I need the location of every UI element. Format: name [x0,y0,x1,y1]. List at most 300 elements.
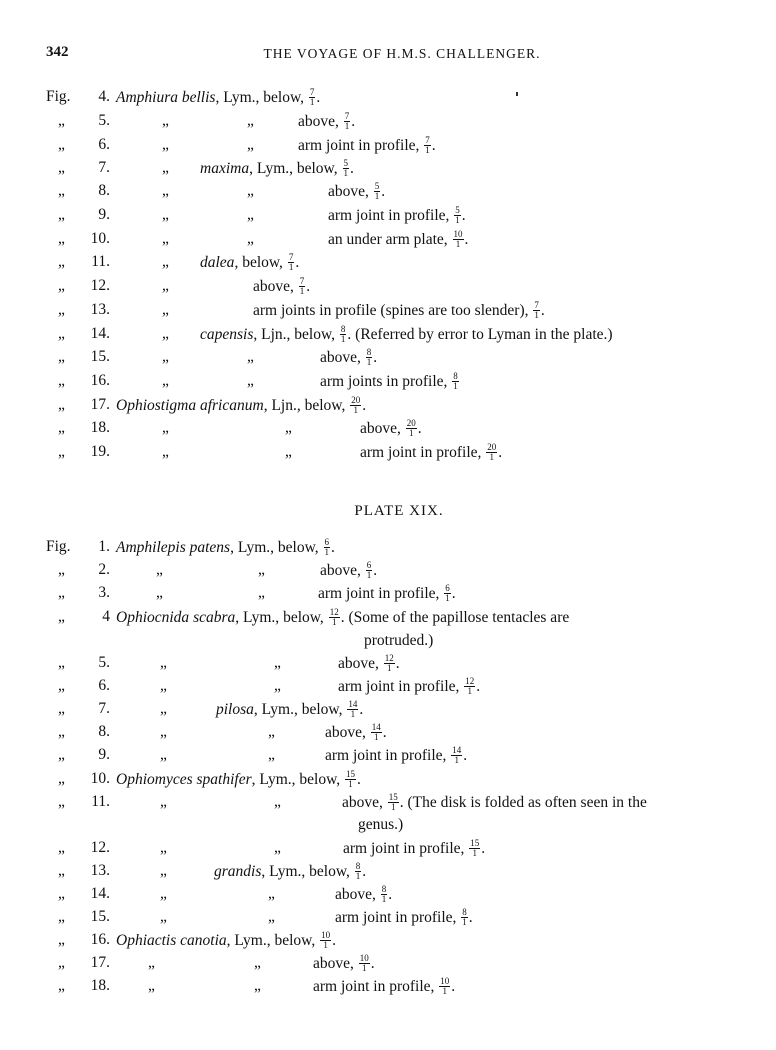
species-name: spathifer [192,771,252,788]
magnification-denominator: 1 [453,381,458,391]
magnification-numerator: 7 [299,276,305,286]
magnification-numerator: 14 [348,699,358,709]
figure-entry [0,277,776,299]
description-end: . [362,397,367,414]
figure-entry [0,677,776,699]
ditto-mark: „ [160,700,167,717]
figure-description [320,561,377,580]
magnification-denominator: 1 [343,168,348,178]
magnification-fraction [288,253,295,272]
figure-entry [0,954,776,976]
magnification-fraction [299,277,306,296]
ditto-mark: „ [58,325,65,342]
ditto-mark: „ [285,419,292,436]
genus-name: Ophiocnida [116,609,190,626]
authority: , [234,254,243,271]
magnification-numerator: 20 [487,442,497,452]
magnification-fraction [340,325,347,344]
figure-number: 15. [90,908,110,925]
magnification-fraction [424,136,431,155]
magnification-numerator: 20 [406,418,416,428]
magnification-fraction [329,608,340,627]
magnification-denominator: 1 [348,779,353,789]
magnification-fraction [454,206,461,225]
ditto-mark: „ [58,136,65,153]
species-name: capensis [200,326,254,343]
ditto-mark: „ [162,112,169,129]
ditto-mark: „ [58,396,65,413]
ditto-mark: „ [58,608,65,625]
ditto-mark: „ [268,908,275,925]
ditto-mark: „ [58,862,65,879]
ditto-mark: „ [160,793,167,810]
plate-xix-title: PLATE XIX. [354,503,444,519]
species-name: canotia [176,932,227,949]
magnification-numerator: 5 [343,158,348,168]
description-text: above, [360,420,405,437]
figure-number: 5. [98,654,110,671]
ditto-mark: „ [58,700,65,717]
genus-name: Ophiomyces [116,771,193,788]
species-name: bellis [178,89,216,106]
figure-description [116,770,361,789]
ditto-mark: „ [160,723,167,740]
figure-entry [0,584,776,606]
magnification-numerator: 20 [351,395,361,405]
figure-description [360,443,502,462]
authority: , Lym., [251,771,300,788]
figure-entry [0,372,776,394]
ditto-mark: „ [254,977,261,994]
fig-label: Fig. [46,538,71,555]
figure-description [116,88,320,107]
magnification-fraction [343,159,350,178]
figure-number: 19. [90,443,110,460]
ditto-mark: „ [58,654,65,671]
figure-description [320,372,460,391]
figure-description [298,136,436,155]
ditto-mark: „ [148,954,155,971]
description-end: . [451,978,456,995]
description-end: . [464,231,469,248]
figure-number: 4. [98,88,110,105]
figure-description [116,396,366,415]
ditto-mark: „ [162,159,169,176]
species-name: africanum [196,397,264,414]
figure-description [343,839,485,858]
magnification-numerator: 12 [384,653,394,663]
magnification-denominator: 1 [323,940,328,950]
description-text: above, [298,113,343,130]
description-text: arm joints in profile, [320,373,452,390]
figure-entry [0,977,776,999]
species-name: maxima [200,160,250,177]
magnification-denominator: 1 [455,215,460,225]
magnification-fraction [309,88,316,107]
ditto-mark: „ [247,372,254,389]
description-text: above, [342,794,387,811]
description-text: arm joint in profile, [335,909,461,926]
magnification-numerator: 8 [453,371,458,381]
description-end: . [382,724,387,741]
figure-description [253,301,545,320]
figure-description [338,654,400,673]
magnification-numerator: 8 [462,907,467,917]
figure-entry [0,908,776,930]
ditto-mark: „ [274,677,281,694]
magnification-fraction [366,348,373,367]
ditto-mark: „ [58,277,65,294]
figure-number: 1. [98,538,110,555]
magnification-numerator: 15 [346,769,356,779]
magnification-fraction [444,584,451,603]
ditto-mark: „ [156,561,163,578]
ditto-mark: „ [58,677,65,694]
figure-entry [0,136,776,158]
figure-entry [0,746,776,768]
figure-number: 18. [90,419,110,436]
magnification-numerator: 7 [534,300,539,310]
magnification-numerator: 7 [288,252,294,262]
figure-description [313,977,455,996]
figure-entry [0,230,776,252]
ditto-mark: „ [162,443,169,460]
magnification-numerator: 12 [465,676,475,686]
description-text: above, [335,886,380,903]
figure-description [200,159,354,178]
figure-description [200,325,613,344]
ditto-mark: „ [156,584,163,601]
ditto-mark: „ [247,136,254,153]
description-text: arm joint in profile, [298,137,424,154]
magnification-denominator: 1 [362,963,367,973]
magnification-numerator: 8 [355,861,361,871]
figure-number: 12. [90,277,110,294]
figure-number: 18. [90,977,110,994]
continuation-text: protruded.) [364,632,434,649]
description-text: below, [283,609,328,626]
magnification-numerator: 14 [452,745,462,755]
ditto-mark: „ [58,746,65,763]
ditto-mark: „ [162,372,169,389]
figure-description [328,206,466,225]
ditto-mark: „ [160,839,167,856]
description-end: . [468,909,473,926]
genus-name: Amphilepis [116,539,186,556]
ditto-mark: „ [58,372,65,389]
figure-number: 8. [98,723,110,740]
authority: , Ljn., [263,397,305,414]
figure-description [298,112,355,131]
figure-number: 7. [98,159,110,176]
authority: , Lym., [230,539,278,556]
ditto-mark: „ [247,230,254,247]
ditto-mark: „ [58,112,65,129]
magnification-denominator: 1 [340,334,346,344]
figure-number: 16. [90,372,110,389]
ditto-mark: „ [58,443,65,460]
authority: , Lym., [235,609,284,626]
description-text: below, [274,932,320,949]
figure-number: 16. [90,931,110,948]
description-end: . [373,562,378,579]
description-text: arm joint in profile, [328,207,454,224]
figure-number: 17. [90,396,110,413]
description-end: . [540,302,545,319]
description-text: arm joint in profile, [338,678,464,695]
figure-entry [0,793,776,815]
figure-number: 3. [98,584,110,601]
ditto-mark: „ [160,746,167,763]
magnification-denominator: 1 [366,357,372,367]
ditto-mark: „ [160,677,167,694]
ditto-mark: „ [58,253,65,270]
figure-number: 9. [98,206,110,223]
magnification-fraction [388,793,399,812]
magnification-fraction [355,862,362,881]
figure-number: 13. [90,862,110,879]
description-text: an under arm plate, [328,231,452,248]
description-text: above, [325,724,370,741]
figure-number: 6. [98,677,110,694]
magnification-numerator: 7 [309,87,315,97]
magnification-numerator: 7 [425,135,430,145]
description-text: arm joint in profile, [318,585,444,602]
description-end: . [381,183,386,200]
magnification-denominator: 1 [454,755,460,765]
figure-number: 11. [91,253,110,270]
figure-description [116,931,336,950]
ditto-mark: „ [58,885,65,902]
magnification-numerator: 14 [371,722,381,732]
description-text: below, [294,326,339,343]
magnification-denominator: 1 [391,802,396,812]
magnification-denominator: 1 [309,97,315,107]
ditto-mark: „ [58,954,65,971]
description-end: . [498,444,503,461]
species-name: grandis [214,863,262,880]
ditto-mark: „ [162,136,169,153]
ditto-mark: „ [160,862,167,879]
description-text: below, [309,863,354,880]
magnification-fraction [453,230,464,249]
species-name: pilosa [216,701,254,718]
ditto-mark: „ [58,931,65,948]
ditto-mark: „ [58,561,65,578]
ditto-mark: „ [58,301,65,318]
figure-description [335,885,392,904]
figure-entry [0,159,776,181]
magnification-numerator: 6 [366,560,372,570]
figure-entry [0,885,776,907]
description-end: . [316,89,321,106]
figure-entry [0,443,776,465]
magnification-fraction [464,677,475,696]
magnification-numerator: 12 [329,607,339,617]
figure-description [214,862,366,881]
figure-entry [0,931,776,953]
magnification-numerator: 7 [344,111,350,121]
figure-number: 6. [98,136,110,153]
magnification-numerator: 15 [470,838,480,848]
ditto-mark: „ [58,419,65,436]
magnification-denominator: 1 [350,709,356,719]
magnification-fraction [439,977,450,996]
figure-description [325,723,387,742]
figure-description [216,700,363,719]
description-text: below, [299,771,345,788]
magnification-numerator: 15 [388,792,398,802]
figure-number: 14. [90,325,110,342]
description-end: . [370,955,375,972]
magnification-denominator: 1 [455,239,461,249]
fig-label: Fig. [46,88,71,105]
magnification-fraction [469,839,480,858]
description-text: below, [301,701,347,718]
ditto-mark: „ [58,793,65,810]
magnification-denominator: 1 [366,570,372,580]
magnification-denominator: 1 [288,262,294,272]
continuation-text: genus.) [358,816,404,833]
magnification-denominator: 1 [299,286,305,296]
description-end: . [373,349,378,366]
magnification-denominator: 1 [445,593,450,603]
figure-entry [0,723,776,745]
ditto-mark: „ [162,182,169,199]
magnification-numerator: 6 [445,583,450,593]
genus-name: Ophiactis [116,932,177,949]
figure-description [313,954,375,973]
authority: , Ljn., [253,326,295,343]
ditto-mark: „ [247,182,254,199]
ditto-mark: „ [160,654,167,671]
magnification-fraction [347,700,358,719]
magnification-denominator: 1 [442,986,448,996]
description-end: . [357,771,361,788]
magnification-numerator: 6 [324,537,330,547]
ditto-mark: „ [162,230,169,247]
ditto-mark: „ [58,159,65,176]
description-text: arm joint in profile, [360,444,486,461]
magnification-denominator: 1 [344,121,350,131]
figure-description [342,793,647,812]
magnification-fraction [451,746,462,765]
magnification-fraction [381,885,388,904]
magnification-fraction [324,538,331,557]
ditto-mark: „ [162,253,169,270]
figure-description [328,182,385,201]
figure-entry [0,253,776,275]
description-end: . [395,655,400,672]
figure-entry [0,348,776,370]
ditto-mark: „ [58,230,65,247]
figure-description [200,253,299,272]
magnification-numerator: 5 [374,181,380,191]
magnification-numerator: 10 [321,930,331,940]
magnification-fraction [359,954,370,973]
ditto-mark: „ [254,954,261,971]
description-text: below, [296,160,342,177]
figure-number: 11. [91,793,110,810]
figure-entry [0,182,776,204]
ditto-mark: „ [58,348,65,365]
magnification-denominator: 1 [489,452,495,462]
authority: , Lym., [249,160,297,177]
description-text: above, [313,955,358,972]
magnification-fraction [350,396,361,415]
description-text: above, [338,655,383,672]
figure-entry [0,700,776,722]
ditto-mark: „ [274,839,281,856]
figure-description [328,230,468,249]
ditto-mark: „ [162,419,169,436]
description-end: . [350,160,354,177]
description-end: . [388,886,393,903]
ditto-mark: „ [58,182,65,199]
magnification-numerator: 10 [359,953,369,963]
magnification-fraction [533,301,540,320]
description-end: . [481,840,486,857]
magnification-fraction [461,908,468,927]
magnification-denominator: 1 [374,732,379,742]
magnification-denominator: 1 [409,428,414,438]
magnification-numerator: 8 [381,884,387,894]
magnification-fraction [452,372,459,391]
ditto-mark: „ [58,908,65,925]
figure-description [338,677,480,696]
figure-entry [0,419,776,441]
ditto-mark: „ [58,770,65,787]
description-text: below, [277,539,323,556]
description-end: . [359,701,364,718]
magnification-fraction [345,770,356,789]
magnification-denominator: 1 [324,547,330,557]
description-end: . (The disk is folded as often seen in the [399,794,647,811]
figure-description [318,584,456,603]
ditto-mark: „ [160,885,167,902]
ditto-mark: „ [162,348,169,365]
genus-name: Ophiostigma [116,397,197,414]
figure-number: 8. [98,182,110,199]
ditto-mark: „ [247,348,254,365]
magnification-fraction [374,182,381,201]
authority: , Lym., [226,932,275,949]
magnification-fraction [371,723,382,742]
ditto-mark: „ [58,723,65,740]
description-end: . [461,207,466,224]
description-text: above, [328,183,373,200]
figure-description [116,538,335,557]
figure-entry [0,396,776,418]
figure-number: 10. [90,770,110,787]
figure-number: 10. [90,230,110,247]
figure-number: 13. [90,301,110,318]
authority: , Lym., [253,701,302,718]
figure-description [360,419,422,438]
magnification-numerator: 5 [455,205,460,215]
ditto-mark: „ [162,277,169,294]
description-text: arm joint in profile, [313,978,439,995]
ditto-mark: „ [58,839,65,856]
figure-number: 9. [98,746,110,763]
figure-description [253,277,310,296]
figure-description [320,348,377,367]
figure-description [335,908,473,927]
magnification-numerator: 10 [440,976,450,986]
ditto-mark: „ [247,206,254,223]
figure-entry [0,862,776,884]
magnification-denominator: 1 [355,871,361,881]
